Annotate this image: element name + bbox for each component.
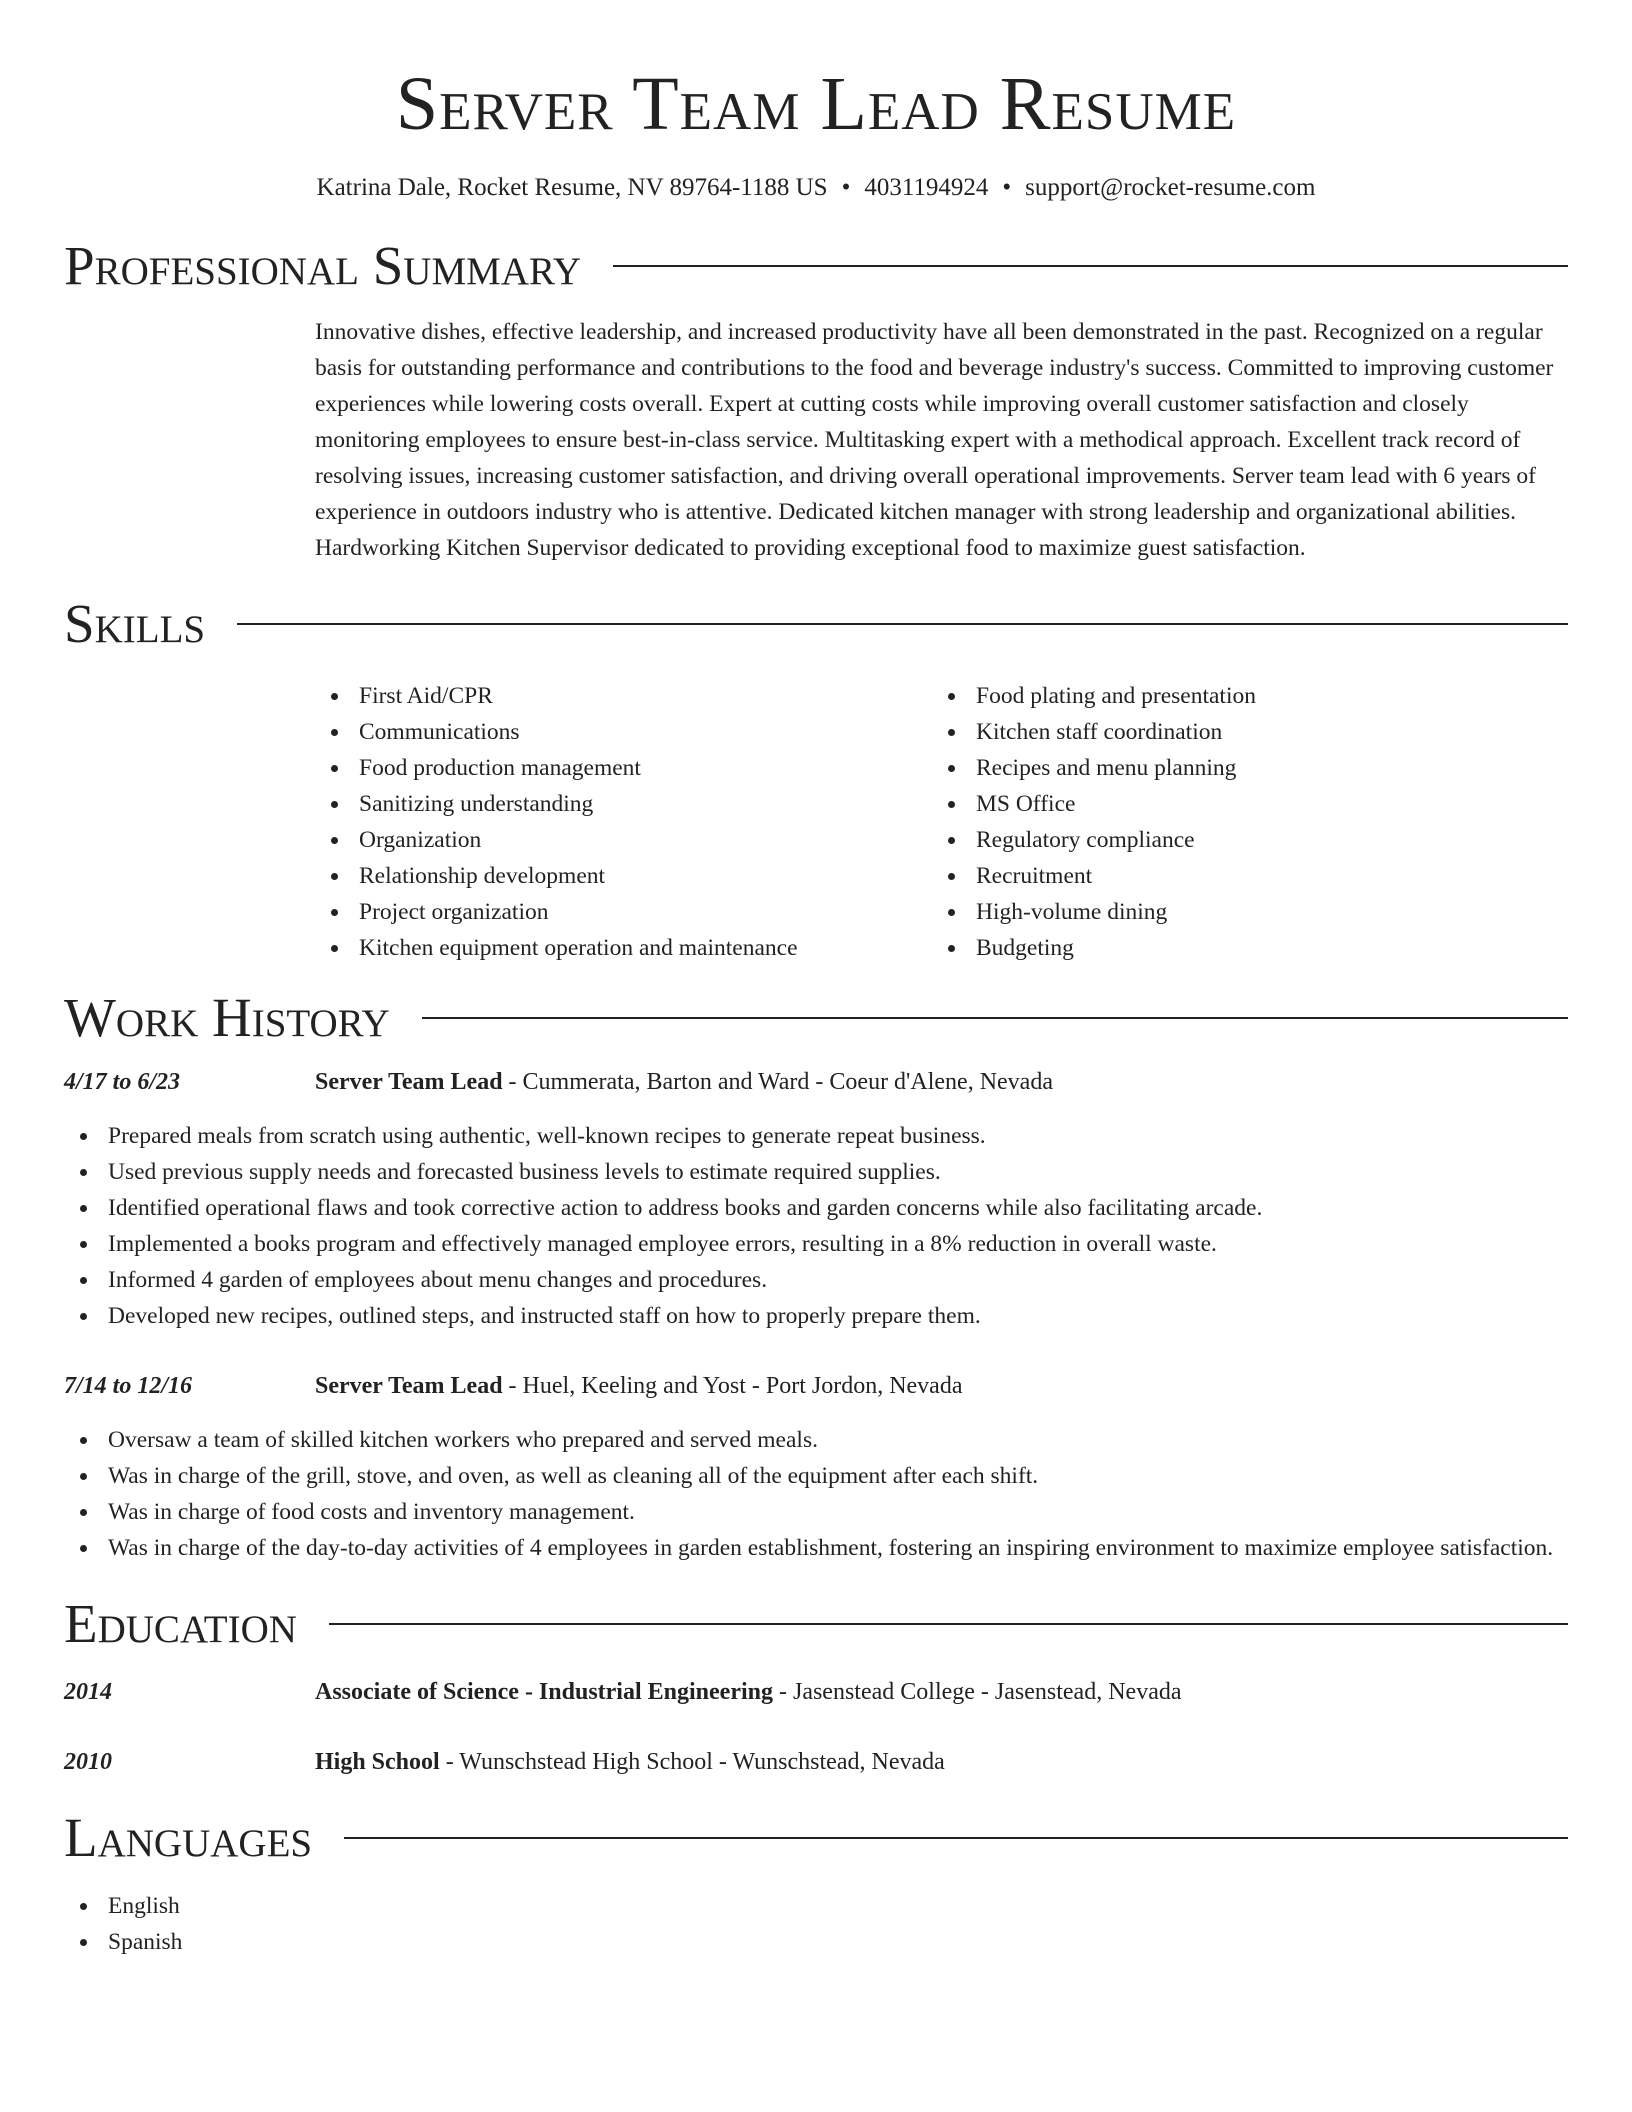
bullet-dot — [331, 909, 338, 916]
education-header — [64, 1588, 1568, 1660]
skill-item — [315, 750, 932, 786]
bullet-dot — [80, 1277, 87, 1284]
duty-item — [64, 1226, 1568, 1262]
bullet-dot — [80, 1133, 87, 1140]
skills-list-right — [932, 678, 1549, 966]
skills-section — [64, 588, 1568, 966]
job-role: Server Team Lead — [315, 1373, 503, 1399]
duty-text: Was in charge of the day-to-day activities of 4 employees in garden establishment, fostering an inspiring environment to maximize employee satisfaction. — [108, 1535, 1554, 1561]
summary-header — [64, 230, 1568, 302]
duty-item — [64, 1154, 1568, 1190]
section-divider — [344, 1837, 1568, 1839]
skill-item — [315, 858, 932, 894]
duty-text: Used previous supply needs and forecasted business levels to estimate required supplies. — [108, 1159, 941, 1185]
work-header — [64, 982, 1568, 1054]
bullet-dot — [80, 1169, 87, 1176]
duty-text: Prepared meals from scratch using authentic, well-known recipes to generate repeat business. — [108, 1123, 986, 1149]
education-entry — [64, 1744, 1568, 1780]
skill-item — [932, 786, 1549, 822]
languages-header — [64, 1802, 1568, 1874]
duty-item — [64, 1262, 1568, 1298]
job-dates: 7/14 to 12/16 — [64, 1373, 193, 1399]
job-entry — [64, 1064, 1568, 1334]
skill-label: High-volume dining — [976, 899, 1168, 925]
duty-text: Was in charge of food costs and inventory management. — [108, 1499, 635, 1525]
duty-item — [64, 1118, 1568, 1154]
duty-item — [64, 1190, 1568, 1226]
languages-section — [64, 1802, 1568, 1960]
bullet-dot — [948, 837, 955, 844]
language-label: Spanish — [108, 1929, 183, 1955]
duty-item — [64, 1298, 1568, 1334]
bullet-dot — [331, 801, 338, 808]
education-school: - Wunschstead High School - Wunschstead, Nevada — [439, 1749, 945, 1775]
skill-item — [932, 714, 1549, 750]
bullet-dot — [331, 837, 338, 844]
job-duties — [64, 1118, 1568, 1334]
duty-text: Informed 4 garden of employees about menu changes and procedures. — [108, 1267, 768, 1293]
bullet-dot — [331, 945, 338, 952]
summary-title: Professional Summary — [64, 235, 582, 296]
bullet-dot — [948, 765, 955, 772]
bullet-dot — [80, 1313, 87, 1320]
skill-label: Regulatory compliance — [976, 827, 1195, 853]
skill-item — [315, 714, 932, 750]
bullet-dot — [331, 729, 338, 736]
skill-label: Project organization — [359, 899, 549, 925]
job-entry — [64, 1368, 1568, 1566]
job-title-line — [315, 1064, 1568, 1100]
bullet-dot — [80, 1939, 87, 1946]
section-divider — [237, 623, 1568, 625]
section-divider — [329, 1623, 1568, 1625]
skill-label: Food production management — [359, 755, 641, 781]
bullet-dot — [80, 1473, 87, 1480]
duty-item — [64, 1458, 1568, 1494]
contact-email: support@rocket-resume.com — [1025, 174, 1316, 201]
contact-separator: • — [841, 174, 851, 201]
bullet-dot — [948, 729, 955, 736]
section-divider — [422, 1017, 1568, 1019]
education-school: - Jasenstead College - Jasenstead, Nevada — [772, 1679, 1182, 1705]
summary-section — [64, 230, 1568, 566]
skill-label: Recruitment — [976, 863, 1093, 889]
duty-item — [64, 1422, 1568, 1458]
contact-address: Katrina Dale, Rocket Resume, NV 89764-1188 US — [316, 174, 828, 201]
duty-text: Identified operational flaws and took corrective action to address books and garden concerns while also facilitating arcade. — [108, 1195, 1263, 1221]
education-year: 2010 — [64, 1749, 112, 1775]
resume-title: Server Team Lead Resume — [395, 62, 1237, 146]
bullet-dot — [80, 1509, 87, 1516]
skill-label: Kitchen staff coordination — [976, 719, 1223, 745]
job-employer: - Huel, Keeling and Yost - Port Jordon, Nevada — [502, 1373, 963, 1399]
bullet-dot — [948, 945, 955, 952]
language-item — [64, 1924, 1568, 1960]
skill-item — [932, 894, 1549, 930]
skills-title: Skills — [64, 593, 206, 654]
education-line — [315, 1744, 1568, 1780]
skill-label: First Aid/CPR — [359, 683, 493, 709]
duty-text: Oversaw a team of skilled kitchen workers who prepared and served meals. — [108, 1427, 818, 1453]
job-header — [64, 1368, 1568, 1404]
duty-text: Developed new recipes, outlined steps, and instructed staff on how to properly prepare them. — [108, 1303, 981, 1329]
education-title: Education — [64, 1593, 297, 1654]
skill-item — [932, 678, 1549, 714]
skill-item — [932, 930, 1549, 966]
bullet-dot — [80, 1437, 87, 1444]
skill-label: Recipes and menu planning — [976, 755, 1237, 781]
job-dates: 4/17 to 6/23 — [64, 1069, 181, 1095]
bullet-dot — [80, 1205, 87, 1212]
bullet-dot — [948, 909, 955, 916]
contact-info — [64, 170, 1568, 206]
education-line — [315, 1674, 1568, 1710]
job-header — [64, 1064, 1568, 1100]
skill-item — [315, 822, 932, 858]
language-item — [64, 1888, 1568, 1924]
job-title-line — [315, 1368, 1568, 1404]
education-year: 2014 — [64, 1679, 112, 1705]
job-role: Server Team Lead — [315, 1069, 503, 1095]
job-employer: - Cummerata, Barton and Ward - Coeur d'Alene, Nevada — [502, 1069, 1053, 1095]
bullet-dot — [331, 765, 338, 772]
skill-label: Budgeting — [976, 935, 1074, 961]
languages-list — [64, 1888, 1568, 1960]
skill-label: Relationship development — [359, 863, 606, 889]
skill-label: Sanitizing understanding — [359, 791, 594, 817]
skill-label: Organization — [359, 827, 482, 853]
languages-title: Languages — [64, 1807, 313, 1868]
education-section — [64, 1588, 1568, 1780]
bullet-dot — [80, 1545, 87, 1552]
skill-item — [315, 678, 932, 714]
duty-text: Was in charge of the grill, stove, and oven, as well as cleaning all of the equipment after each shift. — [108, 1463, 1039, 1489]
education-degree: Associate of Science - Industrial Engineering — [315, 1679, 773, 1705]
skill-label: Kitchen equipment operation and maintenance — [359, 935, 798, 961]
bullet-dot — [331, 693, 338, 700]
skill-item — [315, 930, 932, 966]
work-section — [64, 982, 1568, 1566]
bullet-dot — [80, 1903, 87, 1910]
skills-columns — [315, 678, 1568, 966]
duty-item — [64, 1530, 1568, 1566]
education-entry — [64, 1674, 1568, 1710]
skill-item — [932, 822, 1549, 858]
work-title: Work History — [64, 987, 390, 1048]
skills-list-left — [315, 678, 932, 966]
skill-item — [932, 750, 1549, 786]
bullet-dot — [948, 801, 955, 808]
job-duties — [64, 1422, 1568, 1566]
contact-separator: • — [1002, 174, 1012, 201]
section-divider — [613, 265, 1568, 267]
language-label: English — [108, 1893, 180, 1919]
bullet-dot — [948, 873, 955, 880]
skills-header — [64, 588, 1568, 660]
skill-label: Food plating and presentation — [976, 683, 1256, 709]
duty-item — [64, 1494, 1568, 1530]
bullet-dot — [331, 873, 338, 880]
education-degree: High School — [315, 1749, 440, 1775]
summary-text: Innovative dishes, effective leadership, and increased productivity have all been demonstrated in the past. Recognized on a regular basis for outstanding performance and contributions to the food and beverage industry's success. Committed to improving customer experiences while lowering costs overall. Expert at cutting costs while improving overall customer satisfaction and closely monitoring employees to ensure best-in-class service. Multitasking expert with a methodical approach. Excellent track record of resolving issues, increasing customer satisfaction, and driving overall operational improvements. Server team lead with 6 years of experience in outdoors industry who is attentive. Dedicated kitchen manager with strong leadership and organizational abilities. Hardworking Kitchen Supervisor dedicated to providing exceptional food to maximize guest satisfaction. — [315, 319, 1554, 561]
skill-item — [932, 858, 1549, 894]
skill-label: Communications — [359, 719, 520, 745]
skill-item — [315, 786, 932, 822]
contact-phone: 4031194924 — [864, 174, 989, 201]
skill-item — [315, 894, 932, 930]
duty-text: Implemented a books program and effectively managed employee errors, resulting in a 8% reduction in overall waste. — [108, 1231, 1217, 1257]
bullet-dot — [948, 693, 955, 700]
skill-label: MS Office — [976, 791, 1076, 817]
bullet-dot — [80, 1241, 87, 1248]
